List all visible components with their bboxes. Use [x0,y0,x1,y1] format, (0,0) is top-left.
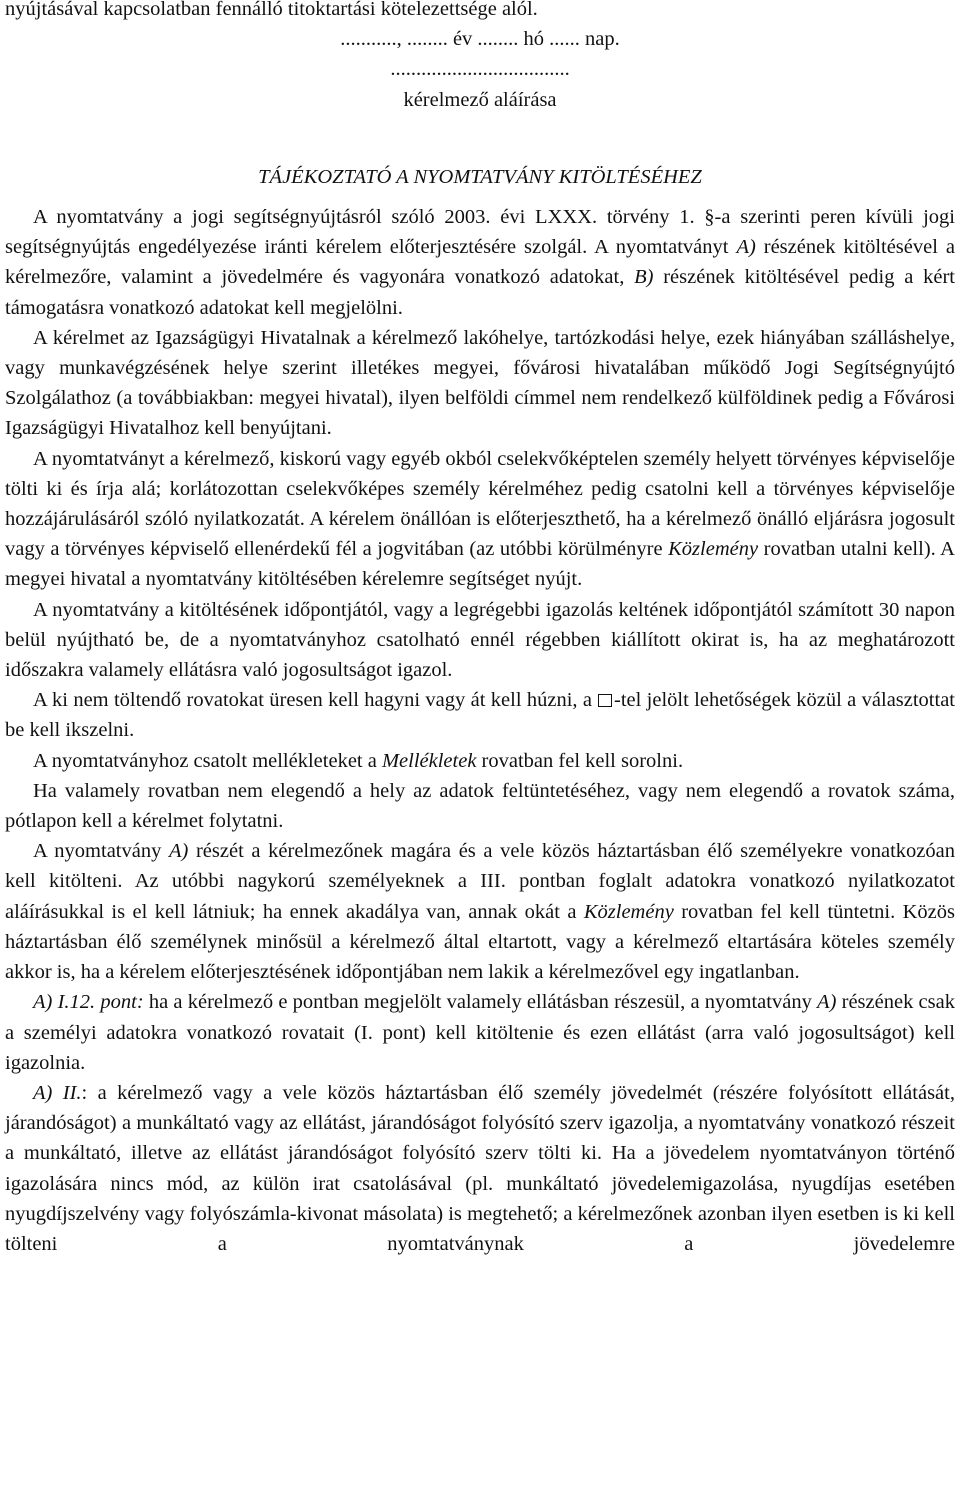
intro-line: nyújtásával kapcsolatban fennálló titoktartási kötelezettsége alól. [5,0,538,20]
signature-dots: ................................... [390,58,570,81]
paragraph-representative: A nyomtatványt a kérelmező, kiskorú vagy egyéb okból cselekvőképtelen személy helyett törvényes képviselője tölti ki és írja alá; korlátozottan cselekvőképes személy kérelméhez pedig csatolni kell a törvényes képviselője hozzájárulásáról szóló nyilatkozatát. A kérelem önállóan is előterjeszthető, ha a kérelmező önálló eljárásra jogosult vagy a törvényes képviselő ellenérdekű fél a jogvitában (az utóbbi körülményre Közlemény rovatban utalni kell). A megyei hivatal a nyomtatvány kitöltésében kérelemre segítséget nyújt. [5,447,955,591]
checkbox-symbol-icon [598,694,612,707]
document-page [5,0,955,1259]
date-line: ..........., ........ év ........ hó ...... nap. [340,28,620,51]
paragraph-extra-sheet: Ha valamely rovatban nem elegendő a hely az adatok feltüntetéséhez, vagy nem elegendő a rovatok száma, pótlapon kell a kérelmet folytatni. [5,779,955,833]
paragraph-attachments: A nyomtatványhoz csatolt mellékleteket a Mellékletek rovatban fel kell sorolni. [33,749,684,772]
paragraph-deadline: A nyomtatvány a kitöltésének időpontjától, vagy a legrégebbi igazolás keltének időpontjától számított 30 napon belül nyújtható be, de a nyomtatványhoz csatolható ennél régebben kiállított okirat is, ha az meghatározott időszakra valamely ellátásra való jogosultságot igazol. [5,598,955,682]
paragraph-household: A nyomtatvány A) részét a kérelmezőnek magára és a vele közös háztartásban élő személyekre vonatkozóan kell kitölteni. Az utóbbi nagykorú személyeknek a III. pontban foglalt adatokra vonatkozó nyilatkozatot aláírásukkal is el kell látniuk; ha ennek akadálya van, annak okát a Közlemény rovatban fel kell tüntetni. Közös háztartásban élő személynek minősül a kérelmező által eltartott, vagy a kérelmező eltartására köteles személy akkor is, ha a kérelem előterjesztésének időpontjában nem lakik a kérelmezővel egy ingatlanban. [5,840,956,984]
paragraph-point-ii: A) II.: a kérelmező vagy a vele közös háztartásban élő személy jövedelmét (részére folyósított ellátását, járandóságot) a munkáltató vagy az ellátást, járandóságot folyósító szerv igazolja, a nyomtatvány vonatkozó részeit a munkáltató, illetve az ellátást járandóságot folyósító szerv tölti ki. Ha a jövedelem nyomtatványon történő igazolására nincs mód, az külön irat csatolásával (pl. munkáltató jövedelemigazolása, nyugdíjas esetében nyugdíjszelvény vagy folyószámla-kivonat másolata) is megtehető; a kérelmezőnek azonban ilyen esetben is ki kell tölteni a nyomtatványnak a jövedelemre [5,1081,955,1255]
signature-label: kérelmező aláírása [403,88,557,111]
paragraph-point-i12: A) I.12. pont: ha a kérelmező e pontban megjelölt valamely ellátásban részesül, a nyomtatvány A) részének csak a személyi adatokra vonatkozó rovatait (I. pont) kell kitöltenie és ezen ellátást (arra való jogosultságot) kell igazolnia. [5,991,955,1074]
paragraph-empty-fields: A ki nem töltendő rovatokat üresen kell hagyni vagy át kell húzni, a -tel jelölt lehetőségek közül a választottat be kell ikszelni. [5,689,955,742]
paragraph-purpose: A nyomtatvány a jogi segítségnyújtásról szóló 2003. évi LXXX. törvény 1. §-a szerinti peren kívüli jogi segítségnyújtás engedélyezése iránti kérelem előterjesztésére szolgál. A nyomtatványt A) részének kitöltésével a kérelmezőre, valamint a jövedelmére és vagyonára vonatkozó adatokat, B) részének kitöltésével pedig a kért támogatásra vonatkozó adatokat kell megjelölni. [5,206,955,319]
section-title: TÁJÉKOZTATÓ A NYOMTATVÁNY KITÖLTÉSÉHEZ [258,165,702,188]
paragraph-submission: A kérelmet az Igazságügyi Hivatalnak a kérelmező lakóhelye, tartózkodási helye, ezek hiányában szálláshelye, vagy munkavégzésének helye szerint illetékes megyei, fővárosi hivatalában működő Jogi Segítségnyújtó Szolgálathoz (a továbbiakban: megyei hivatal), ilyen belföldi címmel nem rendelkező külföldinek pedig a Fővárosi Igazságügyi Hivatalhoz kell benyújtani. [5,326,955,440]
